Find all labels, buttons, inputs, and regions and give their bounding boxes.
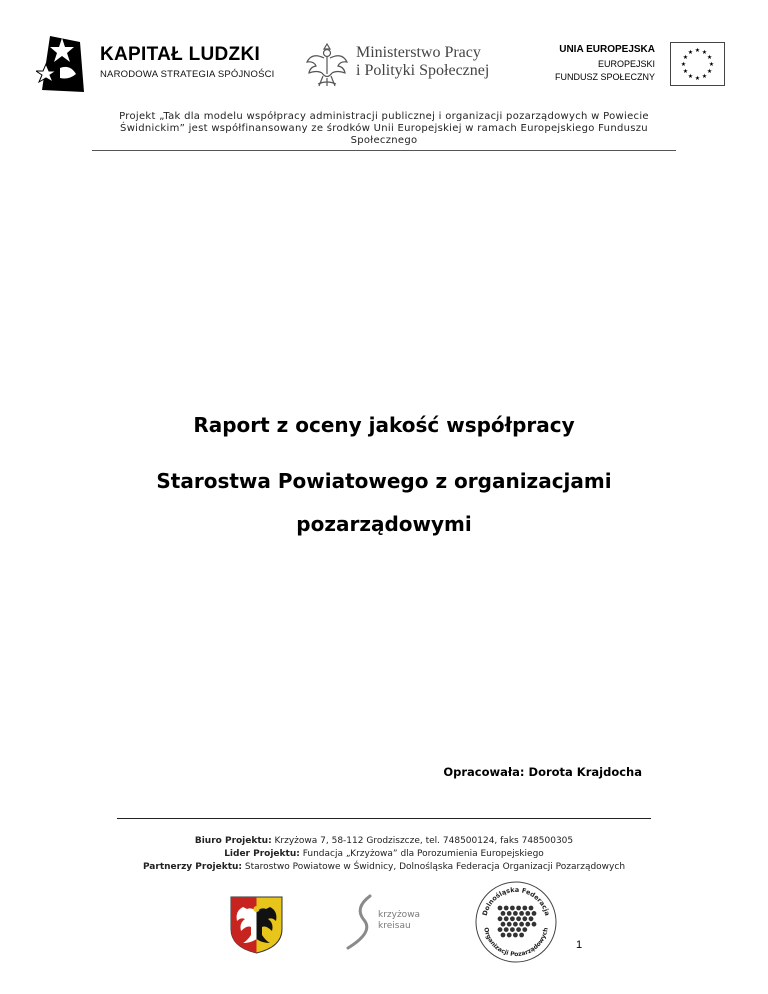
dfop-dot [532,911,537,916]
polish-eagle-emblem-icon [304,40,350,88]
dfop-logo [474,880,558,964]
footer-partners-value: Starostwo Powiatowe w Świdnicy, Dolnośląska Federacja Organizacji Pozarządowych [242,862,626,872]
dfop-dot [498,927,503,932]
project-cofinancing-note [92,111,676,147]
dfop-dot [504,906,509,911]
kapital-ludzki-subtitle: NARODOWA STRATEGIA SPÓJNOŚCI [100,69,275,80]
dfop-dot [522,906,527,911]
dfop-dot [510,906,515,911]
dfop-dot [510,916,515,921]
page-number: 1 [576,939,583,951]
dfop-dot [507,911,512,916]
eu-star-icon: ★ [682,68,689,75]
dfop-dot [504,927,509,932]
dfop-dot [507,933,512,938]
report-title-line3: pozarządowymi [296,512,472,536]
eu-star-icon: ★ [701,48,708,56]
kapital-ludzki-logo-icon [36,34,92,94]
powiat-coat-of-arms [229,895,284,955]
dfop-dot [513,933,518,938]
powiat-coat-of-arms-icon [229,895,284,955]
ministry-name-line1: Ministerstwo Pracy [356,44,481,61]
project-note-line3: Społecznego [350,135,418,146]
dfop-dot [498,906,503,911]
eu-star-icon: ★ [694,75,701,82]
dfop-dot [522,927,527,932]
dfop-dot [529,906,534,911]
dfop-dot [507,922,512,927]
report-author: Opracowała: Dorota Krajdocha [443,765,642,779]
dfop-dot [522,916,527,921]
project-note-line1: Projekt „Tak dla modelu współpracy administracji publicznej i organizacji pozarządowych w Powiecie [119,111,649,122]
footer-partners [60,862,708,872]
eu-star-icon: ★ [687,73,694,81]
eu-flag-icon [671,43,724,85]
dfop-dot [529,916,534,921]
eu-star-icon: ★ [706,68,713,75]
eu-line3: FUNDUSZ SPOŁECZNY [554,72,655,82]
eu-star-icon: ★ [682,54,689,61]
dfop-dot [516,906,521,911]
footer-leader-label: Lider Projektu: [224,849,300,859]
eu-line1: UNIA EUROPEJSKA [559,44,655,55]
footer-divider [117,818,651,819]
eu-flag [670,42,725,86]
eu-star-icon: ★ [694,47,701,54]
dfop-dot [519,933,524,938]
eu-star-icon: ★ [708,61,715,68]
dfop-dot [532,922,537,927]
footer-office [60,836,708,846]
eu-star-icon: ★ [680,61,687,68]
dfop-dot [510,927,515,932]
dfop-logo-bottom-arc: Organizacji Pozarządowych [482,926,550,959]
report-title-line2: Starostwa Powiatowego z organizacjami [156,469,612,493]
krzyzowa-logo-line2: kreisau [378,921,411,931]
kapital-ludzki-logo [36,34,275,94]
krzyzowa-logo-icon [340,890,380,954]
eu-star-icon: ★ [701,73,708,81]
ministry-logo [300,40,500,90]
footer-office-value: Krzyżowa 7, 58-112 Grodziszcze, tel. 748500124, faks 748500305 [271,836,574,846]
dfop-dot [513,922,518,927]
ministry-name-line2: i Polityki Społecznej [356,62,490,79]
dfop-dot [498,916,503,921]
dfop-dot [519,911,524,916]
report-title-line1: Raport z oceny jakość współpracy [193,413,575,437]
dfop-dot [516,927,521,932]
eu-star-icon: ★ [687,48,694,56]
footer-leader [60,849,708,859]
eu-line2: EUROPEJSKI [597,59,655,69]
dfop-dot [513,911,518,916]
dfop-dot [516,916,521,921]
eu-star-icon: ★ [706,54,713,61]
project-note-line2: Świdnickim” jest współfinansowany ze środków Unii Europejskiej w ramach Europejskiego Funduszu [120,123,648,134]
footer-leader-value: Fundacja „Krzyżowa” dla Porozumienia Europejskiego [299,849,544,859]
header-divider [92,150,676,151]
kapital-ludzki-title: KAPITAŁ LUDZKI [100,44,261,65]
dfop-logo-icon [474,880,558,964]
dfop-logo-top-arc: Dolnośląska Federacja [480,885,552,917]
dfop-dot [519,922,524,927]
dfop-dot [504,916,509,921]
eu-logo [548,42,733,88]
krzyzowa-logo [340,890,440,954]
footer-office-label: Biuro Projektu: [194,836,272,846]
dfop-dot [525,922,530,927]
dfop-dot [525,911,530,916]
footer-partners-label: Partnerzy Projektu: [142,862,243,872]
dfop-dot [501,933,506,938]
krzyzowa-logo-line1: krzyżowa [378,910,421,920]
dfop-dot [501,922,506,927]
dfop-dot [501,911,506,916]
